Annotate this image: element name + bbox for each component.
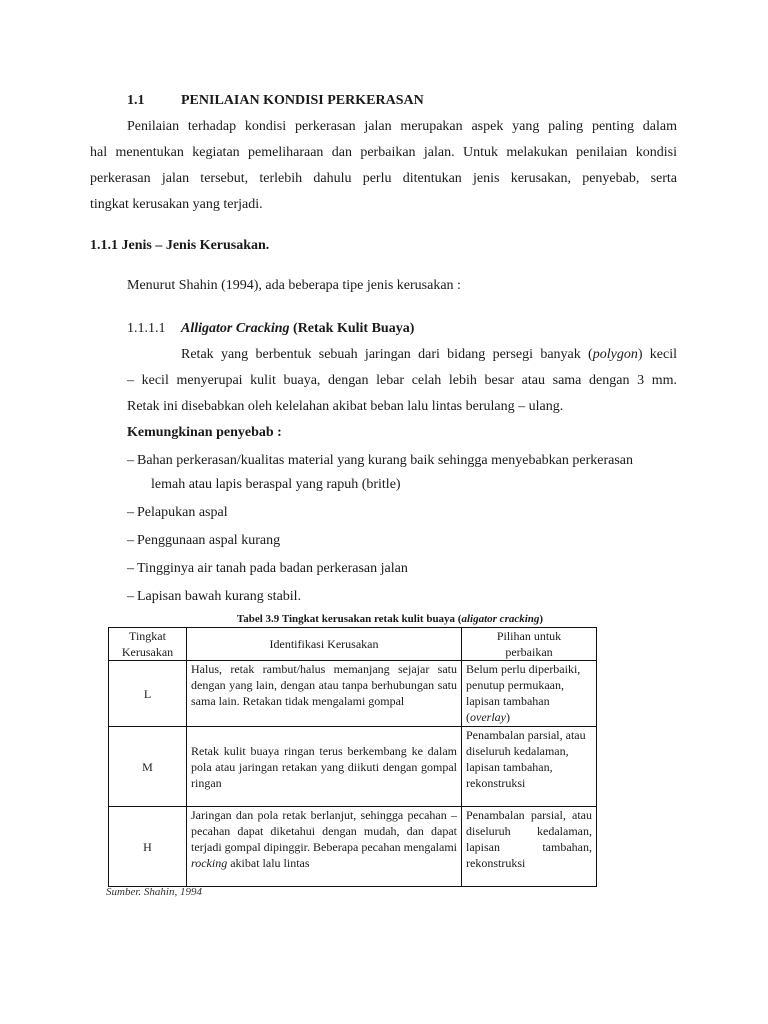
header-repair-line1: Pilihan untuk — [496, 629, 562, 643]
section-title: PENILAIAN KONDISI PERKERASAN — [181, 93, 424, 108]
subsubsection-title-italic: Alligator Cracking — [181, 321, 290, 336]
cause-item-4-text: Tingginya air tanah pada badan perkerasan jalan — [137, 561, 408, 576]
cause-item-5 — [127, 588, 301, 606]
paragraph-line-4: tingkat kerusakan yang terjadi. — [90, 197, 263, 212]
subsection-heading — [90, 237, 269, 255]
level-cell: M — [109, 727, 187, 807]
repair-cell: Penambalan parsial, atau diseluruh kedalaman, lapisan tambahan, rekonstruksi — [462, 727, 597, 807]
level-cell: L — [109, 661, 187, 727]
table-row — [109, 661, 597, 727]
cause-item-4 — [127, 560, 408, 578]
table-caption-italic: aligator cracking — [461, 613, 540, 625]
table-caption — [90, 612, 690, 626]
identification-text-italic: rocking — [191, 856, 228, 870]
paragraph-line-2: hal menentukan kegiatan pemeliharaan dan perbaikan jalan. Untuk melakukan penilaian kondisi — [90, 145, 677, 160]
repair-text-italic: overlay — [470, 710, 506, 724]
paragraph-line-1: Penilaian terhadap kondisi perkerasan jalan merupakan aspek yang paling penting dalam — [127, 119, 677, 134]
repair-cell: Penambalan parsial, atau diseluruh kedalaman, lapisan tambahan, rekonstruksi — [462, 807, 597, 887]
causes-heading: Kemungkinan penyebab : — [127, 425, 282, 440]
header-identification: Identifikasi Kerusakan — [187, 628, 462, 661]
cause-item-2 — [127, 504, 228, 522]
subsection-number: 1.1.1 — [90, 238, 118, 253]
subsubsection-title — [181, 320, 414, 338]
dash-marker: – — [127, 505, 134, 520]
identification-cell — [187, 807, 462, 887]
identification-cell: Halus, retak rambut/halus memanjang sejajar satu dengan yang lain, dengan atau tanpa berhubungan satu sama lain. Retakan tidak mengalami gompal — [187, 661, 462, 727]
header-repair-line2: perbaikan — [505, 645, 553, 659]
definition-line-2: – kecil menyerupai kulit buaya, dengan lebar celah lebih besar atau sama dengan 3 mm. — [127, 373, 677, 388]
subsection-intro: Menurut Shahin (1994), ada beberapa tipe jenis kerusakan : — [127, 278, 461, 293]
header-level-line2: Kerusakan — [121, 645, 174, 659]
cause-item-1-text: Bahan perkerasan/kualitas material yang kurang baik sehingga menyebabkan perkerasan — [137, 453, 634, 468]
repair-cell — [462, 661, 597, 727]
damage-level-table — [108, 627, 597, 887]
identification-text: Jaringan dan pola retak berlanjut, sehingga pecahan – pecahan dapat diketahui dengan mudah, dan dapat terjadi gompal dipinggir. Beberapa pecahan mengalami — [191, 808, 457, 854]
table-caption-a: Tabel 3.9 Tingkat kerusakan retak kulit buaya ( — [236, 613, 462, 625]
dash-marker: – — [127, 561, 134, 576]
level-cell: H — [109, 807, 187, 887]
table-caption-b: ) — [539, 613, 544, 625]
cause-item-1-continuation: lemah atau lapis beraspal yang rapuh (britle) — [151, 477, 401, 492]
definition-line-1-a: Retak yang berbentuk sebuah jaringan dari bidang persegi banyak ( — [181, 347, 593, 362]
identification-cell: Retak kulit buaya ringan terus berkembang ke dalam pola atau jaringan retakan yang diikuti dengan gompal ringan — [187, 727, 462, 807]
subsection-title: Jenis – Jenis Kerusakan. — [121, 238, 270, 253]
cause-item-5-text: Lapisan bawah kurang stabil. — [137, 589, 302, 604]
subsubsection-number: 1.1.1.1 — [127, 321, 166, 336]
definition-line-3: Retak ini disebabkan oleh kelelahan akibat beban lalu lintas berulang – ulang. — [127, 399, 564, 414]
subsubsection-title-rest: (Retak Kulit Buaya) — [289, 321, 415, 336]
definition-line-1-b: ) kecil — [637, 347, 678, 362]
dash-marker: – — [127, 589, 134, 604]
definition-line-1-italic: polygon — [592, 347, 638, 362]
identification-text-end: akibat lalu lintas — [227, 856, 310, 870]
repair-text: Belum perlu diperbaiki, penutup permukaan, lapisan tambahan ( — [466, 662, 581, 724]
dash-marker: – — [127, 453, 134, 468]
cause-item-3-text: Penggunaan aspal kurang — [137, 533, 281, 548]
repair-text-end: ) — [505, 710, 510, 724]
table-row — [109, 807, 597, 887]
paragraph-line-3: perkerasan jalan tersebut, terlebih dahulu perlu ditentukan jenis kerusakan, penyebab, serta — [90, 171, 677, 186]
table-row — [109, 727, 597, 807]
table-source: Sumber. Shahin, 1994 — [106, 886, 202, 898]
cause-item-1 — [127, 452, 633, 470]
definition-line-1 — [181, 346, 677, 364]
dash-marker: – — [127, 533, 134, 548]
table-header-row — [109, 628, 597, 661]
cause-item-3 — [127, 532, 280, 550]
header-repair-options — [462, 628, 597, 661]
header-level — [109, 628, 187, 661]
header-level-line1: Tingkat — [129, 629, 166, 643]
cause-item-2-text: Pelapukan aspal — [137, 505, 228, 520]
section-number: 1.1 — [127, 93, 145, 108]
